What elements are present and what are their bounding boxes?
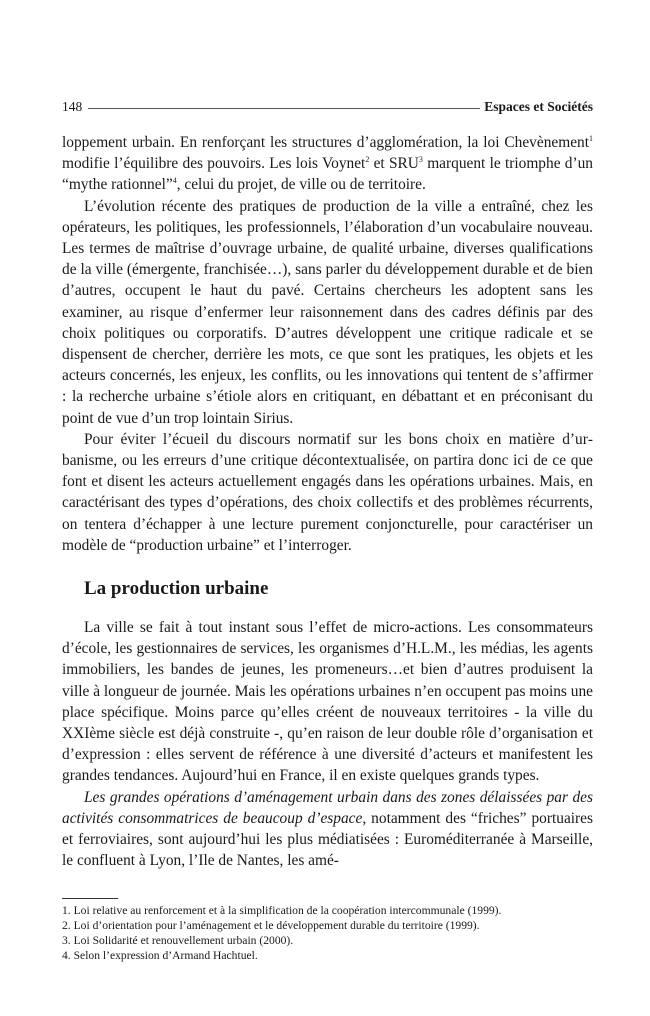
journal-title: Espaces et Sociétés — [484, 99, 593, 114]
page-number: 148 — [62, 99, 83, 114]
footnote-separator — [62, 898, 118, 899]
paragraph: L’évolution récente des pratiques de production de la ville a entraîné, chez les opérateurs, les politiques, les professionnels, l’élaboration d’un vocabulaire nouveau. Les termes de maîtrise d’ouvrage urbaine, de qualité urbaine, diverses qualifications de la ville (émergente, franchisée…), sans parler du développement durable et de bien d’autres, occupent le haut du pavé. Certains chercheurs les adoptent sans les examiner, au risque d’enfermer leur raisonnement dans des cadres définis par des choix politiques ou corporatifs. D’autres développent une critique radicale et se dispensent de chercher, derrière les mots, ce que sont les pratiques, les objets et les acteurs concernés, les enjeux, les conflits, ou les innovations qui tentent de s’affirmer : la recherche urbaine s’étiole alors en critiquant, en débattant et en préconisant du point de vue d’un trop lointain Sirius. — [62, 197, 593, 427]
paragraph: Les grandes opérations d’aménagement urbain dans des zones délaissées par des activités consommatrices de beaucoup d’espace, notamment des “friches” portuaires et ferroviaires, sont aujourd’hui les plus médiatisées : Euroméditerranée à Marseille, le confluent à Lyon, l’Ile de Nantes, les amé- — [62, 788, 593, 870]
body-text — [62, 132, 593, 872]
footnote-ref[interactable]: 2 — [365, 155, 370, 165]
running-header — [62, 97, 593, 117]
footnote-ref[interactable]: 1 — [589, 134, 593, 143]
header-rule — [88, 108, 480, 109]
footnotes — [62, 903, 593, 964]
paragraph: loppement urbain. En renforçant les structures d’agglomération, la loi Chevènement$^1$ modifie l’équilibre des pouvoirs. Les lois Voynet$^2$ et SRU$^3$ marquent le triomphe d’un “mythe rationnel”$^4$, celui du projet, de ville ou de territoire. — [62, 134, 593, 194]
footnote-ref[interactable]: 3 — [418, 155, 423, 165]
footnote: 4. Selon l’expression d’Armand Hachtuel. — [62, 949, 258, 963]
italic-text: Les grandes opérations d’aménagement urbain dans des zones délaissées par des activités consommatrices de beaucoup d’espace — [62, 788, 593, 827]
footnote: 3. Loi Solidarité et renouvellement urbain (2000). — [62, 933, 294, 947]
footnote: 2. Loi d’orientation pour l’aménagement et le développement durable du territoire (1999). — [62, 918, 480, 932]
paragraph-group-section — [62, 617, 593, 871]
footnote-ref[interactable]: 4 — [172, 176, 177, 186]
paragraph: La ville se fait à tout instant sous l’effet de micro-actions. Les consommateurs d’école, les gestionnaires de services, les organismes d’H.L.M., les médias, les agents immobiliers, les bandes de jeunes, les promeneurs…et bien d’autres produisent la ville à longueur de journée. Mais les opérations urbaines n’en occupent pas moins une place spécifique. Moins parce qu’elles créent de nouveaux territoires - la ville du XXIème siècle est déjà construite -, qu’en raison de leur double rôle d’organisation et d’expression : elles servent de référence à une diversité d’acteurs et manifestent les grandes tendances. Aujourd’hui en France, il en existe quelques grands types. — [62, 619, 593, 785]
document-page — [62, 97, 593, 963]
footnote: 1. Loi relative au renforcement et à la simplification de la coopération intercommunale (1999). — [62, 903, 502, 917]
section-heading: La production urbaine — [84, 578, 269, 600]
paragraph: Pour éviter l’écueil du discours normatif sur les bons choix en matière d’urbanisme, ou les erreurs d’une critique décontextualisée, on partira donc ici de ce que font et disent les acteurs actuellement engagés dans les opérations urbaines. Mais, en caractérisant des types d’opérations, des choix collectifs et des problèmes récurrents, on tentera d’échapper à une lecture purement conjoncturelle, pour caractériser un modèle de “production urbaine” et l’interroger. — [62, 430, 593, 554]
paragraph-group-intro — [62, 132, 593, 556]
